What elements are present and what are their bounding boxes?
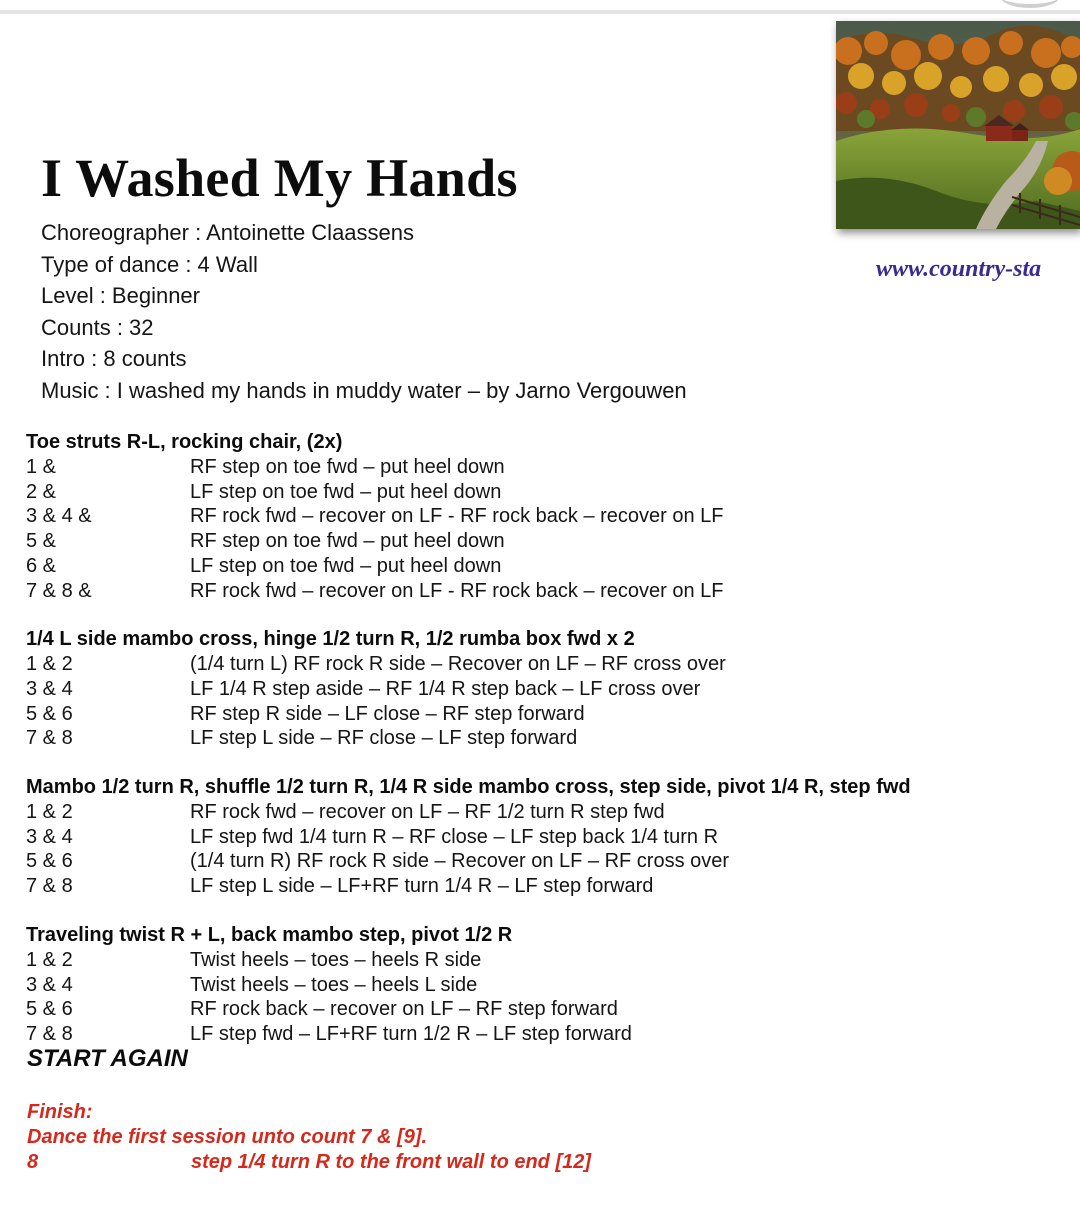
step-row <box>26 554 1076 579</box>
section-1 <box>26 430 1076 603</box>
step-row <box>26 529 1076 554</box>
top-scroll-indicator <box>1000 0 1060 8</box>
dance-info <box>41 217 687 406</box>
section-4 <box>26 923 1076 1047</box>
start-again-label: START AGAIN <box>27 1045 188 1072</box>
step-description: (1/4 turn L) RF rock R side – Recover on LF – RF cross over <box>190 653 726 676</box>
step-count: 2 & <box>26 480 57 503</box>
step-row <box>26 702 1076 727</box>
step-row <box>26 800 1076 825</box>
section-2 <box>26 627 1076 751</box>
step-count: 7 & 8 <box>26 727 73 750</box>
section-heading: 1/4 L side mambo cross, hinge 1/2 turn R, 1/2 rumba box fwd x 2 <box>26 628 635 651</box>
step-description: RF step on toe fwd – put heel down <box>190 456 505 478</box>
step-row <box>26 677 1076 702</box>
step-count: 1 & <box>26 456 57 478</box>
step-count: 7 & 8 <box>26 875 73 898</box>
step-count: 3 & 4 & <box>26 505 92 528</box>
choreographer: Choreographer : Antoinette Claassens <box>41 220 415 245</box>
step-description: Twist heels – toes – heels R side <box>190 948 482 971</box>
step-row <box>26 948 1076 973</box>
step-description: LF 1/4 R step aside – RF 1/4 R step back – LF cross over <box>190 677 701 700</box>
dance-title: I Washed My Hands <box>41 148 518 208</box>
step-description: LF step fwd – LF+RF turn 1/2 R – LF step forward <box>190 1022 632 1045</box>
step-count: 1 & 2 <box>26 653 73 676</box>
finish-block <box>27 1100 591 1175</box>
finish-description: step 1/4 turn R to the front wall to end [12] <box>191 1151 592 1173</box>
intro: Intro : 8 counts <box>41 346 187 371</box>
step-row <box>26 997 1076 1022</box>
step-description: Twist heels – toes – heels L side <box>190 973 478 996</box>
step-count: 6 & <box>26 554 57 577</box>
step-row <box>26 504 1076 529</box>
section-heading: Traveling twist R + L, back mambo step, pivot 1/2 R <box>26 923 513 946</box>
finish-step-row <box>27 1150 591 1175</box>
counts: Counts : 32 <box>41 314 154 340</box>
section-heading: Toe struts R-L, rocking chair, (2x) <box>26 431 343 453</box>
dance-type: Type of dance : 4 Wall <box>41 251 258 277</box>
step-count: 3 & 4 <box>26 973 73 996</box>
finish-instruction: Dance the first session unto count 7 & [9]. <box>27 1126 428 1148</box>
step-count: 1 & 2 <box>26 948 73 971</box>
step-row <box>26 480 1076 505</box>
step-description: LF step fwd 1/4 turn R – RF close – LF step back 1/4 turn R <box>190 825 719 848</box>
step-description: RF rock back – recover on LF – RF step forward <box>190 998 618 1021</box>
step-row <box>26 579 1076 604</box>
step-description: LF step on toe fwd – put heel down <box>190 480 502 503</box>
step-count: 7 & 8 <box>26 1022 73 1045</box>
step-description: RF step on toe fwd – put heel down <box>190 530 505 553</box>
step-row <box>26 973 1076 998</box>
section-heading: Mambo 1/2 turn R, shuffle 1/2 turn R, 1/4 R side mambo cross, step side, pivot 1/4 R, step fwd <box>26 776 911 799</box>
step-count: 5 & <box>26 530 57 553</box>
step-description: RF rock fwd – recover on LF - RF rock back – recover on LF <box>190 505 724 528</box>
step-description: LF step L side – LF+RF turn 1/4 R – LF step forward <box>190 875 654 898</box>
step-count: 7 & 8 & <box>26 579 92 602</box>
step-description: LF step on toe fwd – put heel down <box>190 554 502 577</box>
step-row <box>26 849 1076 874</box>
step-count: 3 & 4 <box>26 825 73 848</box>
step-count: 1 & 2 <box>26 801 73 824</box>
top-divider <box>0 10 1080 14</box>
autumn-farm-photo <box>836 21 1080 229</box>
step-row <box>26 726 1076 751</box>
website-url[interactable]: www.country-sta <box>876 256 1042 282</box>
music: Music : I washed my hands in muddy water – by Jarno Vergouwen <box>41 377 687 403</box>
step-count: 5 & 6 <box>26 702 73 725</box>
step-count: 5 & 6 <box>26 850 73 873</box>
finish-count: 8 <box>27 1151 39 1173</box>
step-sheet <box>26 430 1076 1071</box>
step-row <box>26 874 1076 899</box>
step-description: RF step R side – LF close – RF step forward <box>190 702 585 725</box>
step-row <box>26 825 1076 850</box>
level: Level : Beginner <box>41 283 200 308</box>
step-description: RF rock fwd – recover on LF – RF 1/2 turn R step fwd <box>190 801 665 824</box>
step-row <box>26 652 1076 677</box>
step-row <box>26 1022 1076 1047</box>
step-row <box>26 455 1076 480</box>
finish-label: Finish: <box>27 1101 93 1123</box>
step-count: 3 & 4 <box>26 677 73 700</box>
step-description: (1/4 turn R) RF rock R side – Recover on LF – RF cross over <box>190 850 730 873</box>
step-description: LF step L side – RF close – LF step forward <box>190 727 578 750</box>
step-count: 5 & 6 <box>26 998 73 1021</box>
section-3 <box>26 775 1076 899</box>
step-description: RF rock fwd – recover on LF - RF rock back – recover on LF <box>190 579 724 602</box>
